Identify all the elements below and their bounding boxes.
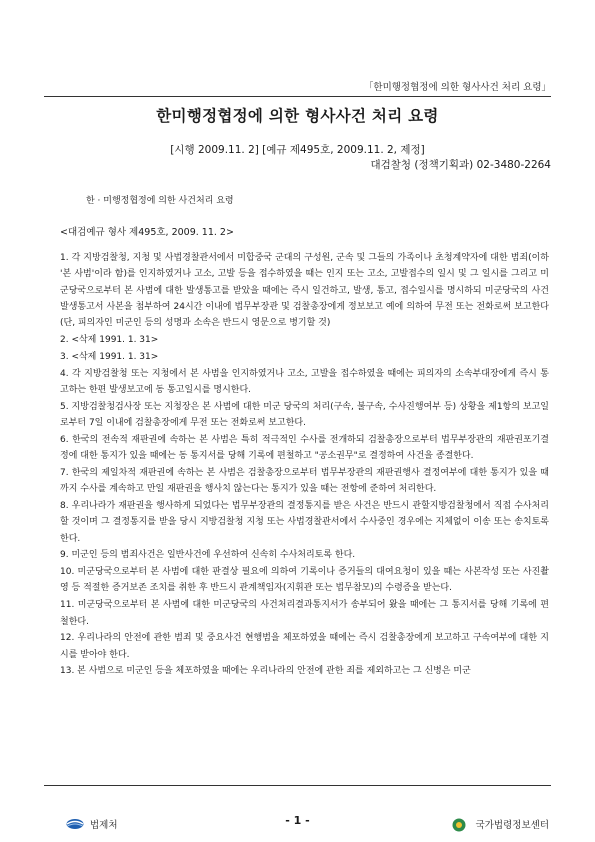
paragraph: 9. 미군인 등의 범죄사건은 일반사건에 우선하여 신속히 수사처리토록 한다. [60, 550, 356, 561]
running-header: 「한미행정협정에 의한 형사사건 처리 요령」 [363, 82, 551, 93]
document-body [60, 250, 549, 680]
footer-right [452, 817, 549, 831]
paragraph: 11. 미군당국으로부터 본 사범에 대한 미군당국의 사건처리결과통지서가 송부되어 왔을 때에는 그 통지서를 당해 기록에 편철한다. [60, 600, 549, 627]
paragraph: 4. 각 지방검찰청 또는 지청에서 본 사범을 인지하였거나 고소, 고발을 접수하였을 때에는 피의자의 소속부대장에게 즉시 통고하는 한편 발생보고에 동 통고일시를 명시한다. [60, 368, 549, 395]
paragraph: 3. <삭제 1991. 1. 31> [60, 351, 159, 362]
paragraph: 13. 본 사범으로 미군인 등을 체포하였을 때에는 우리나라의 안전에 관한 죄를 제외하고는 그 신병은 미군 [60, 666, 471, 677]
header-divider [44, 96, 551, 97]
footer-left-label: 법제처 [90, 820, 118, 831]
law-center-logo-icon [452, 818, 470, 830]
footer-right-label: 국가법령정보센터 [475, 820, 549, 831]
paragraph: 10. 미군당국으로부터 본 사범에 대한 판결상 필요에 의하여 기록이나 증거들의 대여요청이 있을 때는 사본작성 또는 사진촬영 등 적절한 증거보존 조치를 취한 후 반드시 관계책임자(지휘관 또는 법무참모)의 수령증을 받는다. [60, 567, 549, 594]
document-title: 한미행정협정에 의한 형사사건 처리 요령 [156, 107, 439, 125]
paragraph: 8. 우리나라가 재판권을 행사하게 되었다는 법무부장관의 결정통지를 받은 사건은 반드시 관할지방검찰청에서 직접 수사처리할 것이며 그 결정통지를 받을 당시 지방검찰청 지청 또는 사법경찰관서에서 수사중인 경우에는 지체없이 이송 또는 송치토록 한다. [60, 500, 549, 544]
page-number: - 1 - [285, 814, 310, 827]
paragraph: 6. 한국의 전속적 재판권에 속하는 본 사범은 특히 적극적인 수사를 전개하되 검찰총장으로부터 법무부장관의 재판권포기결정에 대한 통지가 있을 때에는 동 통지서를 당해 기록에 편철하고 "공소권무"로 결정하여 사건을 종결한다. [60, 434, 549, 462]
reference-number: <대검예규 형사 제495호, 2009. 11. 2> [60, 227, 234, 238]
paragraph: 2. <삭제 1991. 1. 31> [60, 334, 159, 345]
document-subtitle: [시행 2009.11. 2] [예규 제495호, 2009.11. 2, 제정] [170, 144, 425, 156]
contact-info: 대검찰청 (정책기획과) 02-3480-2264 [370, 159, 551, 171]
paragraph: 1. 각 지방검찰청, 지청 및 사법경찰관서에서 미합중국 군대의 구성원, 군속 및 그들의 가족이나 초청계약자에 대한 범죄(이하 '본 사범'이라 함)를 인지하였거나 고소, 고발 등을 접수하였을 때는 인지 또는 고소, 고발접수의 일시 및 그 일시를 그리고 미군당국으로부터 본 사범에 대한 발생통고를 받았을 때에는 즉시 일건하고, 발생, 통고, 접수일시를 명시하되 미군당국의 사건발생통고서 사본을 첨부하여 24시간 이내에 법무부장관 및 검찰총장에게 정보보고 예에 의하여 무전 또는 전화로써 보고한다(단, 피의자인 미군인 등의 성명과 소속은 반드시 영문으로 병기할 것) [60, 253, 549, 329]
paragraph: 5. 지방검찰청검사장 또는 지청장은 본 사범에 대한 미군 당국의 처리(구속, 불구속, 수사진행여부 등) 상황을 제1항의 보고일로부터 7일 이내에 검찰총장에게 무전 또는 전화로써 보고한다. [60, 401, 549, 428]
document-name: 한 · 미행정협정에 의한 사건처리 요령 [86, 196, 234, 206]
paragraph: 7. 한국의 제일차적 재판권에 속하는 본 사범은 검찰총장으로부터 법무부장관의 재판권행사 결정여부에 대한 통지가 있을 때까지 수사를 계속하고 만일 재판권을 행사치 않는다는 통지가 있을 때는 전항에 준하여 처리한다. [60, 467, 549, 495]
paragraph: 12. 우리나라의 안전에 관한 범죄 및 중요사건 현행범을 체포하였을 때에는 즉시 검찰총장에게 보고하고 구속여부에 대한 지시를 받아야 한다. [60, 633, 549, 660]
footer-divider [44, 785, 551, 786]
